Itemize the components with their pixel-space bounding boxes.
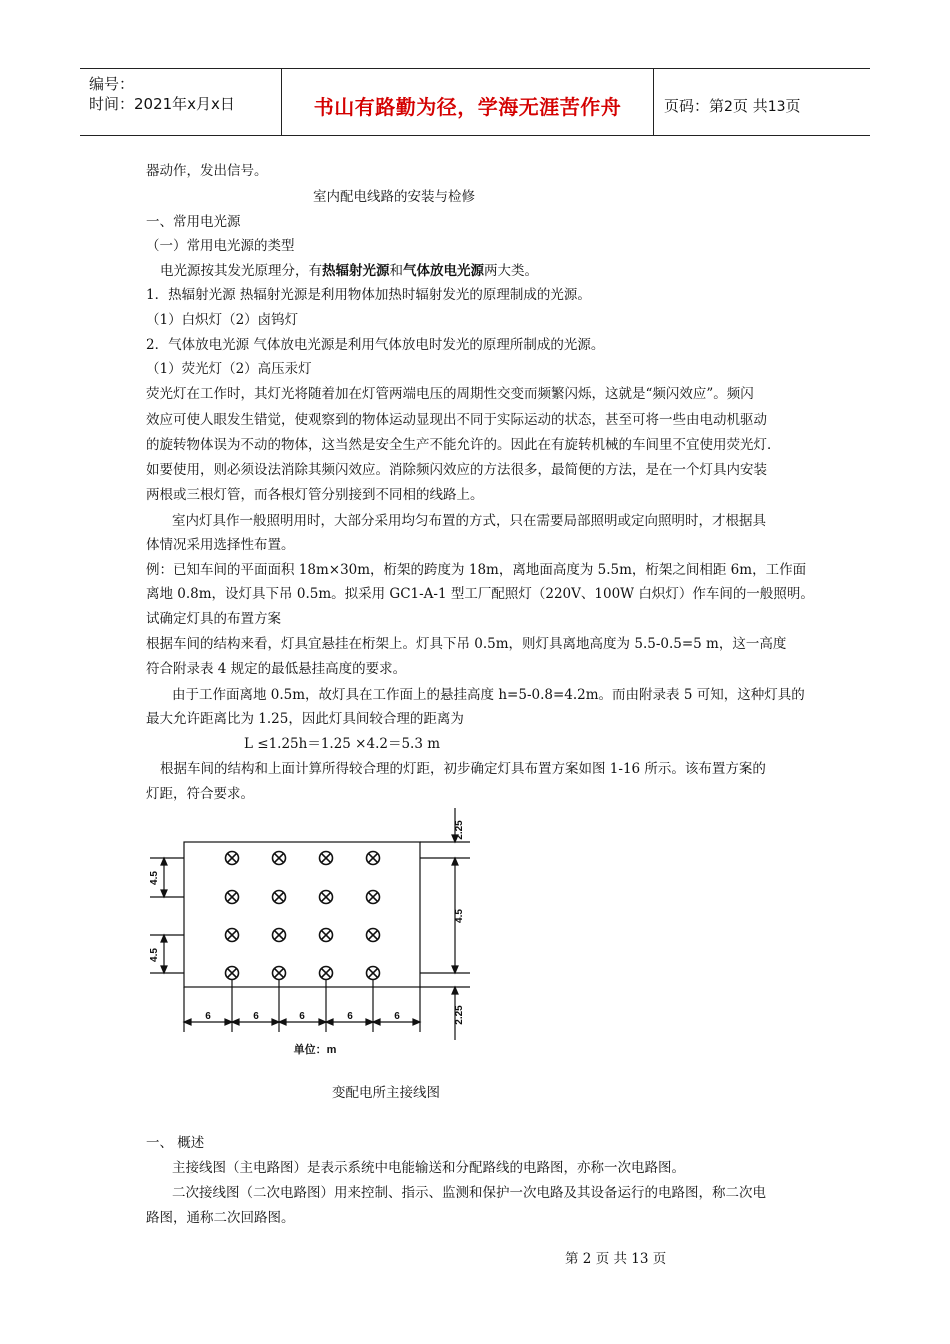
header-page-indicator: 页码：第2页 共13页 <box>664 97 801 115</box>
unit-label: 单位：m <box>293 1044 337 1056</box>
dim-label-top: 2.25 <box>454 820 465 840</box>
text-line: 两根或三根灯管，而各根灯管分别接到不同相的线路上。 <box>146 487 484 503</box>
page-header <box>80 68 870 136</box>
text-line: 室内灯具作一般照明用时，大部分采用均匀布置的方式，只在需要局部照明或定向照明时，才根据具 <box>172 513 766 529</box>
dim-label-right: 4.5 <box>454 909 465 923</box>
text-line: 符合附录表 4 规定的最低悬挂高度的要求。 <box>146 661 407 677</box>
lamp-icon <box>226 929 239 942</box>
section-title: 室内配电线路的安装与检修 <box>313 189 475 205</box>
lamp-icon <box>320 891 333 904</box>
header-info-cell <box>80 69 282 135</box>
text-line: 1．热辐射光源 热辐射光源是利用物体加热时辐射发光的原理制成的光源。 <box>146 287 591 303</box>
text-line: 离地 0.8m，设灯具下吊 0.5m。拟采用 GC1-A-1 型工厂配照灯（220V、100W 白炽灯）作车间的一般照明。 <box>146 586 814 602</box>
number-label: 编号： <box>89 75 135 93</box>
lamp-icon <box>367 967 380 980</box>
text-line: 例：已知车间的平面面积 18m×30m，桁架的跨度为 18m，离地面高度为 5.5m，桁架之间相距 6m，工作面 <box>146 562 807 578</box>
lamp-icon <box>273 967 286 980</box>
text-line: 二次接线图（二次电路图）用来控制、指示、监测和保护一次电路及其设备运行的电路图，称二次电 <box>172 1185 766 1201</box>
lamp-icon <box>273 929 286 942</box>
text-line: 试确定灯具的布置方案 <box>146 611 281 627</box>
lamp-icon <box>273 891 286 904</box>
text-line: 根据车间的结构和上面计算所得较合理的灯距，初步确定灯具布置方案如图 1-16 所示。该布置方案的 <box>160 761 766 777</box>
lamp-icon <box>226 852 239 865</box>
dim-label-bottom: 2.25 <box>454 1005 465 1025</box>
text-line: 体情况采用选择性布置。 <box>146 537 295 553</box>
text-line: 灯距，符合要求。 <box>146 786 254 802</box>
dim-label-left-bottom: 4.5 <box>149 948 160 962</box>
page-footer: 第 2 页 共 13 页 <box>565 1251 667 1267</box>
text-line: 电光源按其发光原理分，有热辐射光源和气体放电光源两大类。 <box>160 263 538 279</box>
text-line: 的旋转物体误为不动的物体，这当然是安全生产不能允许的。因此在有旋转机械的车间里不宜使用荧光灯． <box>146 437 781 453</box>
lamp-icon <box>320 929 333 942</box>
lamp-icon <box>226 967 239 980</box>
text-line: 荧光灯在工作时，其灯光将随着加在灯管两端电压的周期性交变而频繁闪烁，这就是“频闪效应”。频闪 <box>146 386 754 402</box>
heading-1: 一、常用电光源 <box>146 214 241 230</box>
dim-span-label: 6 <box>253 1011 259 1022</box>
lamp-icon <box>367 852 380 865</box>
text-line: 由于工作面离地 0.5m，故灯具在工作面上的悬挂高度 h=5-0.8=4.2m。而由附录表 5 可知，这种灯具的 <box>172 687 805 703</box>
text-line: 2．气体放电光源 气体放电光源是利用气体放电时发光的原理所制成的光源。 <box>146 337 605 353</box>
heading-1: 一、 概述 <box>146 1135 205 1151</box>
lamp-icon <box>367 929 380 942</box>
lamp-icon <box>367 891 380 904</box>
text-line: （1）荧光灯（2）高压汞灯 <box>146 361 312 377</box>
text-line: 器动作，发出信号。 <box>146 163 268 179</box>
lamp-icon <box>320 852 333 865</box>
dim-span-label: 6 <box>347 1011 353 1022</box>
motto-text: 书山有路勤为径，学海无涯苦作舟 <box>313 95 622 119</box>
lamp-layout-diagram <box>140 800 480 1062</box>
text-line: 效应可使人眼发生错觉，使观察到的物体运动显现出不同于实际运动的状态，甚至可将一些由电动机驱动 <box>146 412 767 428</box>
text-line: 根据车间的结构来看，灯具宜悬挂在桁架上。灯具下吊 0.5m，则灯具离地高度为 5.5-0.5=5 m，这一高度 <box>146 636 787 652</box>
formula: L ≤1.25h＝1.25 ×4.2＝5.3 m <box>244 736 441 752</box>
dim-span-label: 6 <box>205 1011 211 1022</box>
text-line: 路图，通称二次回路图。 <box>146 1210 295 1226</box>
text-line: 主接线图（主电路图）是表示系统中电能输送和分配路线的电路图，亦称一次电路图。 <box>172 1160 685 1176</box>
figure-caption: 变配电所主接线图 <box>332 1085 440 1101</box>
text-line: （1）白炽灯（2）卤钨灯 <box>146 312 299 328</box>
term-gas-discharge: 气体放电光源 <box>403 263 484 279</box>
header-page-cell <box>654 69 870 135</box>
header-motto-cell <box>282 69 654 135</box>
dim-span-label: 6 <box>394 1011 400 1022</box>
time-label: 时间：2021年x月x日 <box>89 95 235 113</box>
dim-span-label: 6 <box>299 1011 305 1022</box>
dim-label-left-top: 4.5 <box>149 871 160 885</box>
workshop-outline <box>184 842 420 987</box>
lamp-icon <box>226 891 239 904</box>
text-line: 如要使用，则必须设法消除其频闪效应。消除频闪效应的方法很多，最简便的方法，是在一个灯具内安装 <box>146 462 767 478</box>
lamp-icon <box>320 967 333 980</box>
term-thermal-radiation: 热辐射光源 <box>322 263 390 279</box>
text-line: 最大允许距离比为 1.25，因此灯具间较合理的距离为 <box>146 711 464 727</box>
heading-2: （一）常用电光源的类型 <box>146 238 295 254</box>
lamp-icon <box>273 852 286 865</box>
